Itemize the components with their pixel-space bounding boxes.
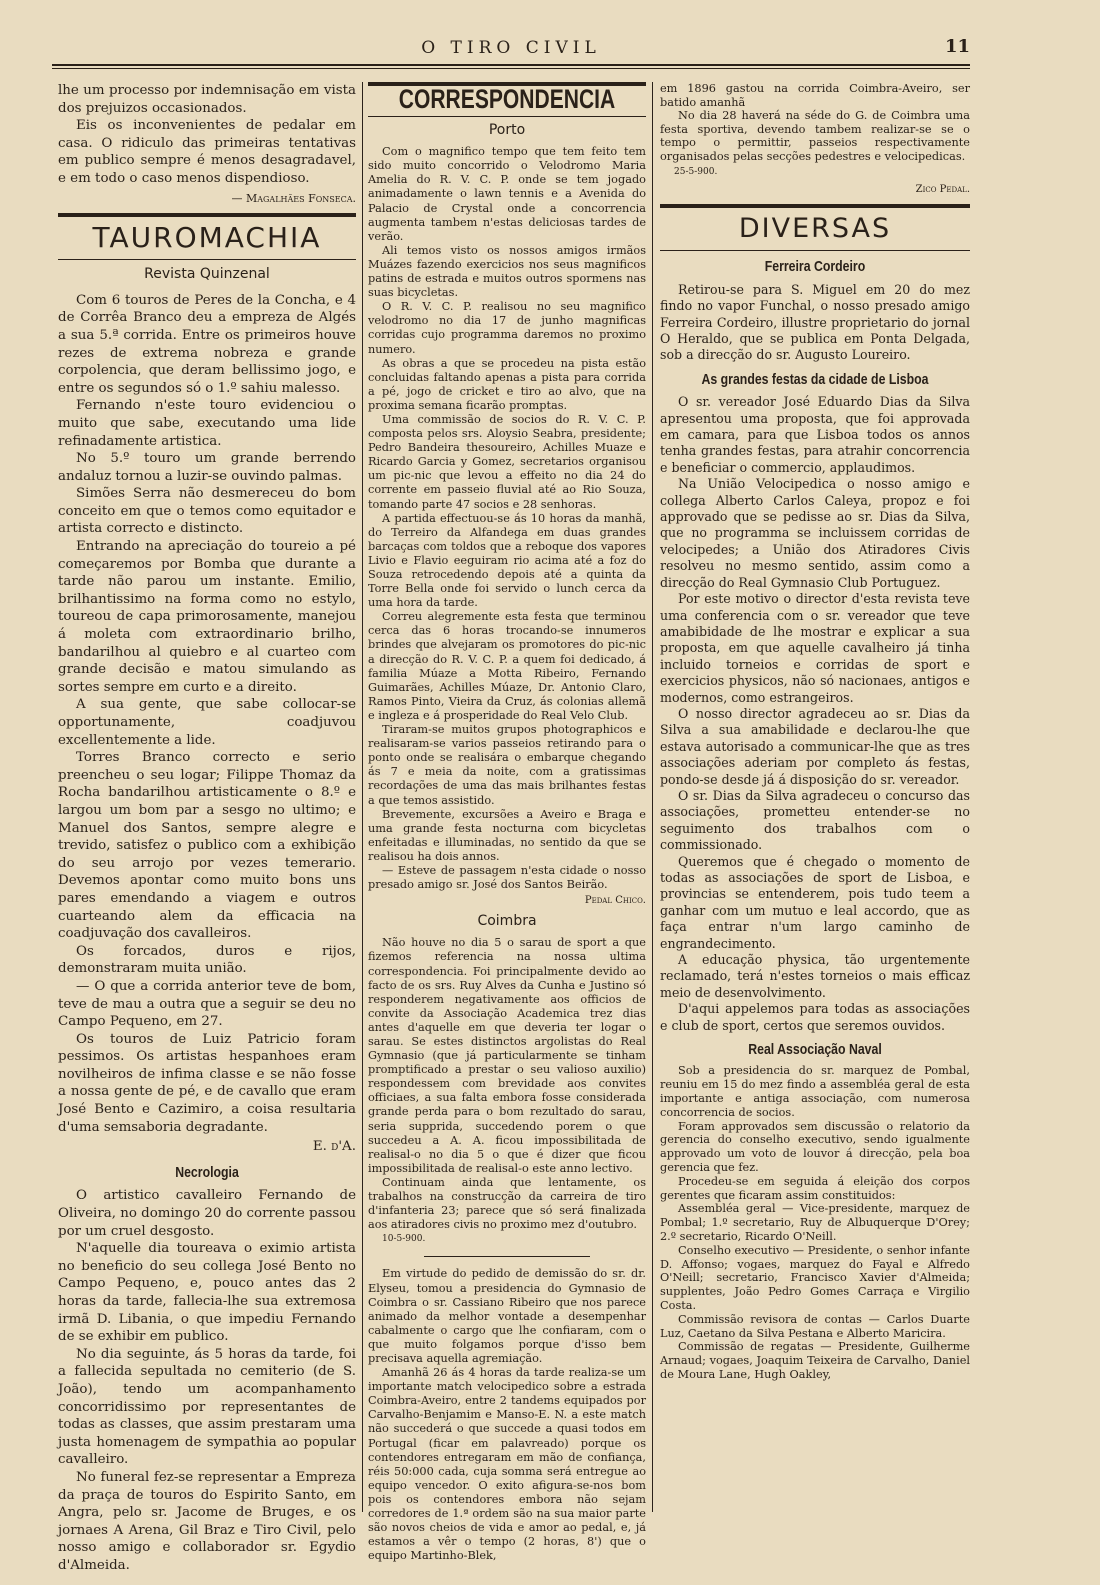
article-paragraph: A educação physica, tão urgentemente reclamado, terá n'estes torneios o mais efficaz meio de desenvolvimento. — [660, 952, 970, 1000]
masthead-title: O TIRO CIVIL — [421, 38, 601, 58]
article-paragraph: Na União Velocipedica o nosso amigo e collega Alberto Carlos Caleya, propoz e foi approvado que se pedisse ao sr. Dias da Silva, que no programma se incluissem corridas de velocipedes; a União dos Atiradores Civis resolveu no mesmo sentido, assim como a direcção do Real Gymnasio Club Portuguez. — [660, 476, 970, 590]
article-paragraph: As obras a que se procedeu na pista estão concluidas faltando apenas a pista para corrida a pé, jogo de cricket e tiro ao alvo, que na proxima semana ficarão promptas. — [368, 356, 646, 412]
article-paragraph: Com 6 touros de Peres de la Concha, e 4 de Corrêa Branco deu a empreza de Algés a sua 5.ª corrida. Entre os primeiros houve rezes de extrema nobreza e grande corpolencia, que deram bellissimo jogo, e entre os segundos só o 1.º sahiu malesso. — [58, 292, 356, 396]
article-paragraph: Fernando n'este touro evidenciou o muito que sabe, executando uma lide refinadamente artistica. — [58, 398, 356, 449]
article-paragraph: No 5.º touro um grande berrendo andaluz tornou a luzir-se ouvindo palmas. — [58, 451, 356, 484]
section-rule — [660, 204, 970, 208]
article-paragraph: Foram approvados sem discussão o relatorio da gerencia do conselho executivo, sendo igualmente approvado um voto de louvor á direcção, pela boa gerencia que fez. — [660, 1119, 970, 1175]
article-paragraph: Tiraram-se muitos grupos photographicos e realisaram-se varios passeios retirando para o ponto onde se realisára o embarque chegando ás 7 e meia da noite, com a gratissimas recordações de uma das mais brilhantes festas a que temos assistido. — [368, 723, 646, 807]
article-paragraph: Procedeu-se em seguida á eleição dos corpos gerentes que ficaram assim constituidos: — [660, 1174, 970, 1202]
article-paragraph: Queremos que é chegado o momento de todas as associações de sport de Lisboa, e provincias se entenderem, pois tudo teem a ganhar com um mutuo e leal accordo, que as faça entrar n'um largo caminho de engrandecimento. — [660, 853, 970, 951]
author-signature: E. d'A. — [312, 1139, 356, 1155]
author-signature: Pedal Chico. — [584, 895, 646, 907]
article-paragraph: Os forcados, duros e rijos, demonstraram muita união. — [58, 943, 356, 977]
article-paragraph: Amanhã 26 ás 4 horas da tarde realiza-se um importante match velocipedico sobre a estrada Coimbra-Aveiro, entre 2 tandems equipados por Carvalho-Benjamim e Manso-E. N. a este match não succederá o que succede a quasi todos em Portugal (ficar em palavreado) porque os contendores entregaram em mão de confiança, réis 50:000 cada, cuja somma será entregue ao equipo vencedor. O exito afigura-se-nos bom pois os contendores embora não sejam corredores de 1.ª ordem são na sua maior parte são novos cheios de vida e amor ao pedal, e, já estamos a vêr o tempo (2 horas, 8') que o equipo Martinho-Blek, — [368, 1366, 646, 1563]
article-heading: Ferreira Cordeiro — [764, 258, 866, 276]
article-paragraph: A partida effectuou-se ás 10 horas da manhã, do Terreiro da Alfandega em duas grandes barcaças com toldos que a reboque dos vapores Livio e Flavio eeguiram rio acima até a foz do Souza retrocedendo depois até a quinta da Torre Bella onde foi servido o lunch cerca da uma hora da tarde. — [368, 511, 646, 610]
article-paragraph: D'aqui appelemos para todas as associações e club de sport, certos que seremos ouvidos. — [660, 1001, 970, 1033]
article-paragraph: Sob a presidencia do sr. marquez de Pombal, reuniu em 15 do mez findo a assembléa geral de esta importante e antiga associação, com numerosa concorrencia de socios. — [660, 1064, 970, 1119]
section-title: DIVERSAS — [738, 213, 892, 245]
article-paragraph: Commissão revisora de contas — Carlos Duarte Luz, Caetano da Silva Pestana e Alberto Maricira. — [660, 1312, 970, 1340]
article-continuation: lhe um processo por indemnisação em vista dos prejuizos occasionados. — [58, 83, 356, 116]
separator — [424, 1256, 591, 1257]
column-left — [58, 82, 356, 1573]
article-paragraph: Ali temos visto os nossos amigos irmãos Muázes fazendo exercicios nos seus magnificos patins de estrada e muitos outros spormens nas suas bicycletas. — [368, 243, 646, 300]
article-paragraph: A sua gente, que sabe collocar-se opportunamente, coadjuvou excellentemente a lide. — [58, 697, 356, 748]
article-paragraph: Commissão de regatas — Presidente, Guilherme Arnaud; vogaes, Joaquim Teixeira de Carvalho, Daniel de Moura Lane, Hugh Oakley, — [660, 1340, 970, 1381]
dateline: 10-5-900. — [382, 1234, 426, 1245]
article-paragraph: O nosso director agradeceu ao sr. Dias da Silva a sua amabilidade e declarou-lhe que estava autorisado a communicar-lhe que as tres associações aderiam por completo ás festas, pondo-se desde já á disposição do sr. vereador. — [660, 705, 970, 787]
article-heading: Real Associação Naval — [748, 1041, 882, 1059]
header-rule — [52, 64, 970, 66]
article-paragraph: Retirou-se para S. Miguel em 20 do mez findo no vapor Funchal, o nosso presado amigo Ferreira Cordeiro, illustre proprietario do jornal O Heraldo, que se publica em Ponta Delgada, sob a direcção do sr. Augusto Loureiro. — [660, 281, 970, 363]
coimbra-heading: Coimbra — [477, 913, 537, 930]
header-rule-thin — [52, 68, 970, 69]
article-paragraph: Simões Serra não desmereceu do bom conceito em que o temos como equitador e artista correcto e distincto. — [58, 486, 356, 537]
article-paragraph: O sr. vereador José Eduardo Dias da Silva apresentou uma proposta, que foi approvada em camara, para que Lisboa todos os annos tenha grandes festas, para atrahir concorrencia e beneficiar o commercio, applaudimos. — [660, 394, 970, 475]
column-divider — [652, 82, 653, 1512]
section-rule-thin — [58, 259, 356, 260]
section-subtitle: Revista Quinzenal — [144, 266, 270, 283]
porto-heading: Porto — [488, 122, 526, 139]
article-paragraph: Entrando na apreciação do toureio a pé começaremos por Bomba que durante a tarde não parou um instante. Emilio, brilhantissimo na forma como no estylo, toureou de capa primorosamente, manejou á moleta com extraordinario brilho, bandarilhou al quiebro e al cuarteo com grande decisão e matou simulando as sortes sempre em curto e a direito. — [58, 539, 356, 695]
article-paragraph: No funeral fez-se representar a Empreza da praça de touros do Espirito Santo, em Angra, pelo sr. Jacome de Bruges, e os jornaes A Arena, Gil Braz e Tiro Civil, pelo nosso amigo e collaborador sr. Egydio d'Almeida. — [58, 1469, 356, 1573]
article-paragraph: N'aquelle dia toureava o eximio artista no beneficio do seu collega José Bento no Campo Pequeno, e, pouco antes das 2 horas da tarde, fallecia-lhe sua extremosa irmã D. Libania, o que impediu Fernando de se exhibir em publico. — [58, 1241, 356, 1345]
page-number: 11 — [944, 36, 970, 57]
section-title: TAUROMACHIA — [92, 221, 322, 255]
necrology-heading: Necrologia — [175, 1163, 239, 1181]
column-divider — [362, 82, 363, 1512]
article-paragraph: Continuam ainda que lentamente, os trabalhos na construcção da carreira de tiro d'infanteria 23; parece que só será finalizada aos atiradores civis no proximo mez d'outubro. — [368, 1175, 646, 1232]
article-paragraph: Uma commissão de socios do R. V. C. P. composta pelos srs. Aloysio Seabra, presidente; Pedro Bandeira thesoureiro, Achilles Muaze e Ricardo Garcia y Gomez, secretarios organisou um pic-nic que levou a effeito no dia 24 do corrente em passeio fluvial até ao Rio Souza, tomando parte 47 socios e 28 senhoras. — [368, 412, 646, 511]
article-paragraph: Conselho executivo — Presidente, o senhor infante D. Affonso; vogaes, marquez do Fayal e Alfredo O'Neill; secretario, Francisco Xavier d'Almeida; supplentes, João Pedro Gomes Carraça e Virgilio Costa. — [660, 1243, 970, 1313]
article-paragraph: Assembléa geral — Vice-presidente, marquez de Pombal; 1.º secretario, Ruy de Albuquerque D'Orey; 2.º secretario, Ricardo O'Neill. — [660, 1202, 970, 1244]
article-paragraph: — Esteve de passagem n'esta cidade o nosso presado amigo sr. José dos Santos Beirão. — [368, 863, 646, 892]
article-paragraph: — O que a corrida anterior teve de bom, teve de mau a outra que a seguir se deu no Campo Pequeno, em 27. — [58, 978, 356, 1030]
article-paragraph: Em virtude do pedido de demissão do sr. dr. Elyseu, tomou a presidencia do Gymnasio de Coimbra o sr. Cassiano Ribeiro que nos parece animado da melhor vontade a desempenhar cabalmente o cargo que lhe confiaram, com o que muito folgamos porque d'isso bem precisava aquella agremiação. — [368, 1267, 646, 1365]
page-header — [52, 38, 970, 74]
column-middle — [368, 82, 646, 1562]
article-paragraph: Não houve no dia 5 o sarau de sport a que fizemos referencia na nossa ultima correspondencia. Foi principalmente devido ao facto de os srs. Ruy Alves da Cunha e Justino só responderem negativamente aos officios de convite da Associação Academica trez dias antes d'aquelle em que deveria ter logar o sarau. Se estes distinctos argolistas do Real Gymnasio (que já particularmente se tinham promptificado a prestar o seu valioso auxilio) respondessem com brevidade aos convites officiaes, a sua falta embora fosse considerada grande perda para o bom rezultado do sarau, seria supprida, succedendo porem o que succedeu a A. A. ficou impossibilitada de realisal-o no dia 5 o que é dizer que ficou impossibilitada de realisal-o este anno lectivo. — [368, 936, 646, 1175]
article-paragraph: Os touros de Luiz Patricio foram pessimos. Os artistas hespanhoes eram novilheiros de infima classe e se não fosse a nossa gente de pé, e de cavallo que eram José Bento e Cazimiro, a coisa resultaria d'uma semsaboria degradante. — [58, 1031, 356, 1135]
article-paragraph: Por este motivo o director d'esta revista teve uma conferencia com o sr. vereador que teve amabibidade de lhe mostrar e explicar a sua proposta, em que aquelle cavalheiro já tinha incluido torneios e corridas de sport e exercicios physicos, não só nacionaes, antigos e modernos, como estrangeiros. — [660, 591, 970, 705]
article-paragraph: Brevemente, excursões a Aveiro e Braga e uma grande festa nocturna com bicycletas enfeitadas e illuminadas, no sentido da que se realisou ha dois annos. — [368, 807, 646, 863]
section-title: CORRESPONDENCIA — [398, 84, 616, 114]
article-paragraph: O sr. Dias da Silva agradeceu o concurso das associações, prometteu entender-se no seguimento dos trabalhos com o commissionado. — [660, 787, 970, 853]
article-paragraph: O artistico cavalleiro Fernando de Oliveira, no domingo 20 do corrente passou por um cruel desgosto. — [58, 1188, 356, 1239]
section-rule-thin — [368, 116, 646, 117]
column-right — [660, 82, 970, 1562]
dateline: 25-5-900. — [674, 166, 718, 177]
naval-article — [660, 1064, 970, 1381]
article-paragraph: No dia seguinte, ás 5 horas da tarde, foi a fallecida sepultada no cemiterio (de S. João), tendo um acompanhamento concorridissimo por representantes de todas as classes, que assim prestaram uma justa homenagem de sympathia ao popular cavalleiro. — [58, 1346, 356, 1468]
article-paragraph: Eis os inconvenientes de pedalar em casa. O ridiculo das primeiras tentativas em publico sempre é menos desagradavel, e em todo o caso menos dispendioso. — [58, 118, 356, 186]
author-signature: Zico Pedal. — [915, 183, 970, 195]
section-rule — [58, 213, 356, 217]
article-paragraph: O R. V. C. P. realisou no seu magnifico velodromo no dia 17 de junho magnificas corridas cujo programma daremos no proximo numero. — [368, 300, 646, 356]
article-paragraph: Correu alegremente esta festa que terminou cerca das 6 horas trocando-se innumeros brindes que alvejaram os promotores do pic-nic a direcção do R. V. C. P. a quem foi dedicado, á familia Múaze a Motta Ribeiro, Fernando Guimarães, Achilles Múaze, Dr. Antonio Claro, Ramos Pinto, Vieira da Cruz, ás colonias allemã e ingleza e á prosperidade do Real Velo Club. — [368, 610, 646, 722]
author-signature: — Magalhães Fonseca. — [231, 191, 356, 205]
article-heading: As grandes festas da cidade de Lisboa — [701, 370, 929, 388]
section-rule-thin — [660, 250, 970, 251]
article-paragraph: No dia 28 haverá na séde do G. de Coimbra uma festa sportiva, devendo tambem realizar-se se o tempo o permittir, passeios respectivamente organisados pelas secções pedestres e velocipedicas. — [660, 109, 970, 163]
article-continuation: em 1896 gastou na corrida Coimbra-Aveiro, ser batido amanhã — [660, 82, 970, 109]
article-paragraph: Com o magnifico tempo que tem feito tem sido muito concorrido o Velodromo Maria Amelia do R. V. C. P. onde se tem jogado animadamente o lawn tennis e a Avenida do Palacio de Crystal onde a concorrencia augmenta tambem n'estas deliciosas tardes de verão. — [368, 145, 646, 243]
article-paragraph: Torres Branco correcto e serio preencheu o seu logar; Filippe Thomaz da Rocha bandarilhou artisticamente o 8.º e largou um bom par a sesgo no ultimo; e Manuel dos Santos, sempre alegre e trevido, satisfez o publico com a exhibição do seu arrojo por vezes temerario. Devemos apontar como muito bons uns pares emendando a viagem e outros cuarteando alem da efficacia na coadjuvação dos cavalleiros. — [58, 750, 356, 942]
